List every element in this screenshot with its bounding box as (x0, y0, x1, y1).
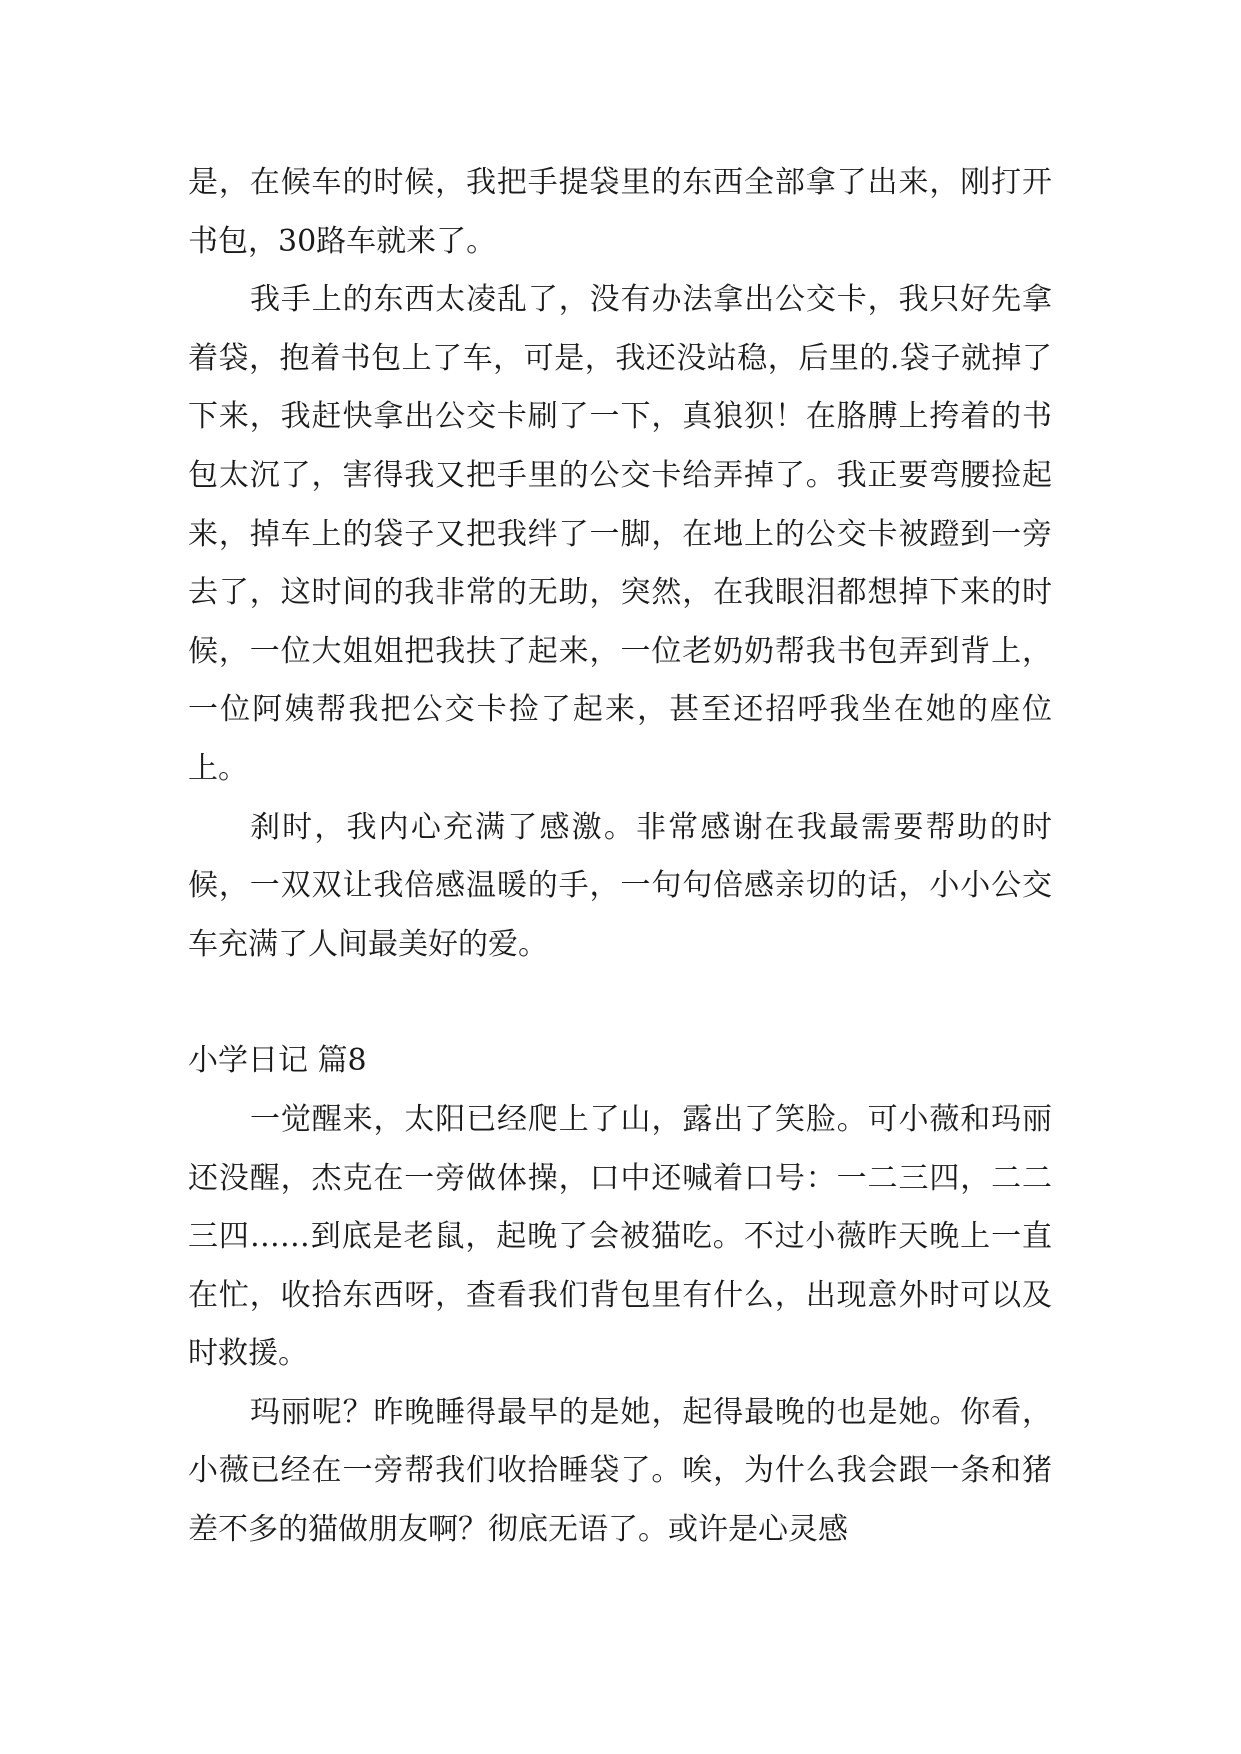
paragraph: 玛丽呢？昨晚睡得最早的是她，起得最晚的也是她。你看，小薇已经在一旁帮我们收拾睡袋了。唉，为什么我会跟一条和猪差不多的猫做朋友啊？彻底无语了。或许是心灵感 (188, 1394, 1052, 1548)
section-spacer (188, 974, 1052, 1032)
paragraph: 刹时，我内心充满了感激。非常感谢在我最需要帮助的时候，一双双让我倍感温暖的手，一句句倍感亲切的话，小小公交车充满了人间最美好的爱。 (188, 809, 1052, 962)
paragraph-continuation: 是，在候车的时候，我把手提袋里的东西全部拿了出来，刚打开书包，30路车就来了。 (188, 165, 1052, 259)
paragraph: 我手上的东西太凌乱了，没有办法拿出公交卡，我只好先拿着袋，抱着书包上了车，可是，我还没站稳，后里的.袋子就掉了下来，我赶快拿出公交卡刷了一下，真狼狈！在胳膊上挎着的书包太沉了，害得我又把手里的公交卡给弄掉了。我正要弯腰捡起来，掉车上的袋子又把我绊了一脚，在地上的公交卡被蹬到一旁去了，这时间的我非常的无助，突然，在我眼泪都想掉下来的时候，一位大姐姐把我扶了起来，一位老奶奶帮我书包弄到背上，一位阿姨帮我把公交卡捡了起来，甚至还招呼我坐在她的座位上。 (188, 282, 1052, 786)
section-heading: 小学日记 篇8 (188, 1043, 367, 1079)
document-body (188, 154, 1052, 1560)
paragraph: 一觉醒来，太阳已经爬上了山，露出了笑脸。可小薇和玛丽还没醒，杰克在一旁做体操，口中还喊着口号：一二三四，二二三四……到底是老鼠，起晚了会被猫吃。不过小薇昨天晚上一直在忙，收拾东西呀，查看我们背包里有什么，出现意外时可以及时救援。 (188, 1101, 1052, 1372)
